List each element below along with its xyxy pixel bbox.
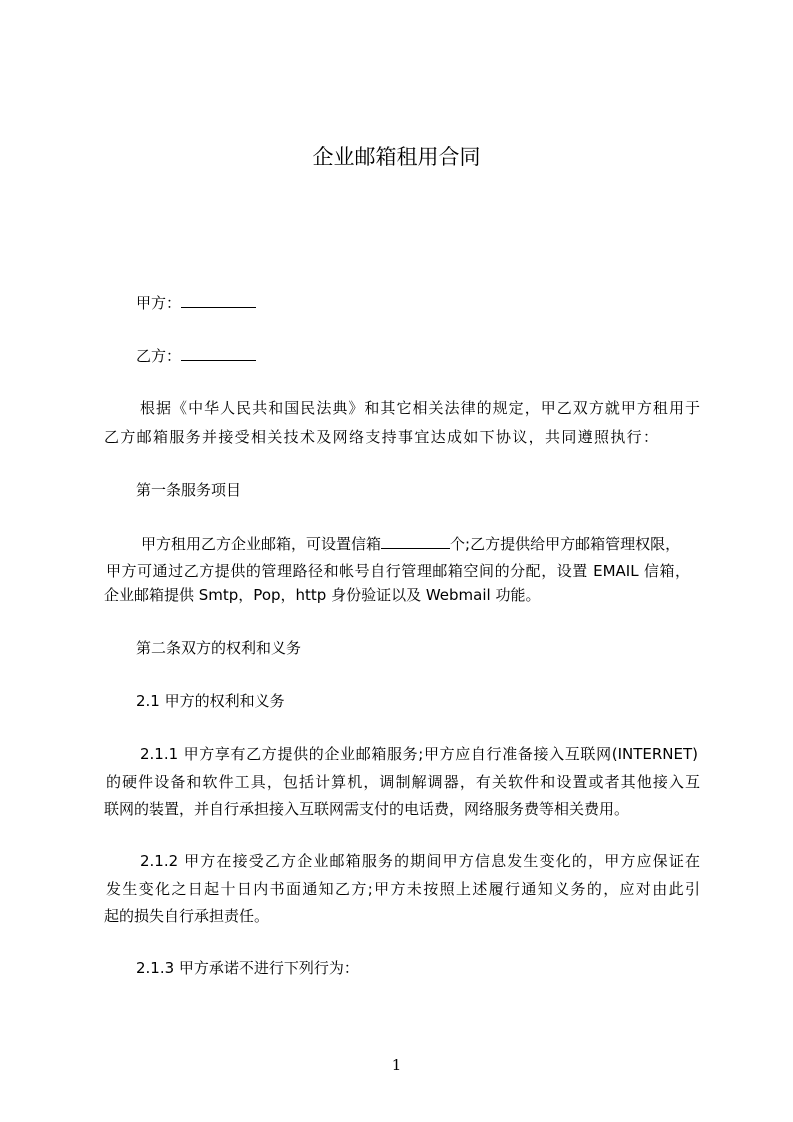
section-2-1-2-line-1: 2.1.2 甲方在接受乙方企业邮箱服务的期间甲方信息发生变化的，甲方应保证在 xyxy=(140,852,700,870)
section-2-1-2-line-3: 起的损失自行承担责任。 xyxy=(104,907,270,925)
intro-line-1: 根据《中华人民共和国民法典》和其它相关法律的规定，甲乙双方就甲方租用于 xyxy=(140,399,700,417)
party-b-blank xyxy=(181,345,256,361)
section-2-1-heading: 2.1 甲方的权利和义务 xyxy=(136,692,285,710)
section-2-1-1-line-3: 联网的装置，并自行承担接入互联网需支付的电话费，网络服务费等相关费用。 xyxy=(104,800,630,818)
article-1-text-b: 个;乙方提供给甲方邮箱管理权限， xyxy=(450,535,681,553)
section-2-1-1-line-1: 2.1.1 甲方享有乙方提供的企业邮箱服务;甲方应自行准备接入互联网(INTERNET) xyxy=(140,745,698,763)
article-2-heading: 第二条双方的权利和义务 xyxy=(136,639,302,657)
party-b-line xyxy=(136,345,256,366)
party-a-line xyxy=(136,292,256,313)
party-b-label: 乙方： xyxy=(136,347,182,365)
article-1-line-1 xyxy=(141,533,680,554)
section-2-1-2-line-2: 发生变化之日起十日内书面通知乙方;甲方未按照上述履行通知义务的，应对由此引 xyxy=(106,880,700,898)
article-1-line-2: 甲方可通过乙方提供的管理路径和帐号自行管理邮箱空间的分配，设置 EMAIL 信箱， xyxy=(106,562,690,580)
article-1-line-3: 企业邮箱提供 Smtp，Pop，http 身份验证以及 Webmail 功能。 xyxy=(104,586,541,604)
page-number: 1 xyxy=(391,1056,402,1074)
intro-line-2: 乙方邮箱服务并接受相关技术及网络支持事宜达成如下协议，共同遵照执行： xyxy=(104,428,658,446)
section-2-1-3-heading: 2.1.3 甲方承诺不进行下列行为： xyxy=(136,959,359,977)
party-a-blank xyxy=(181,292,256,308)
article-1-text-a: 甲方租用乙方企业邮箱，可设置信箱 xyxy=(141,535,382,553)
document-title: 企业邮箱租用合同 xyxy=(312,145,481,169)
section-2-1-1-line-2: 的硬件设备和软件工具，包括计算机，调制解调器，有关软件和设置或者其他接入互 xyxy=(106,773,700,791)
mailbox-count-blank xyxy=(381,533,450,549)
article-1-heading: 第一条服务项目 xyxy=(136,481,242,499)
party-a-label: 甲方： xyxy=(136,294,182,312)
